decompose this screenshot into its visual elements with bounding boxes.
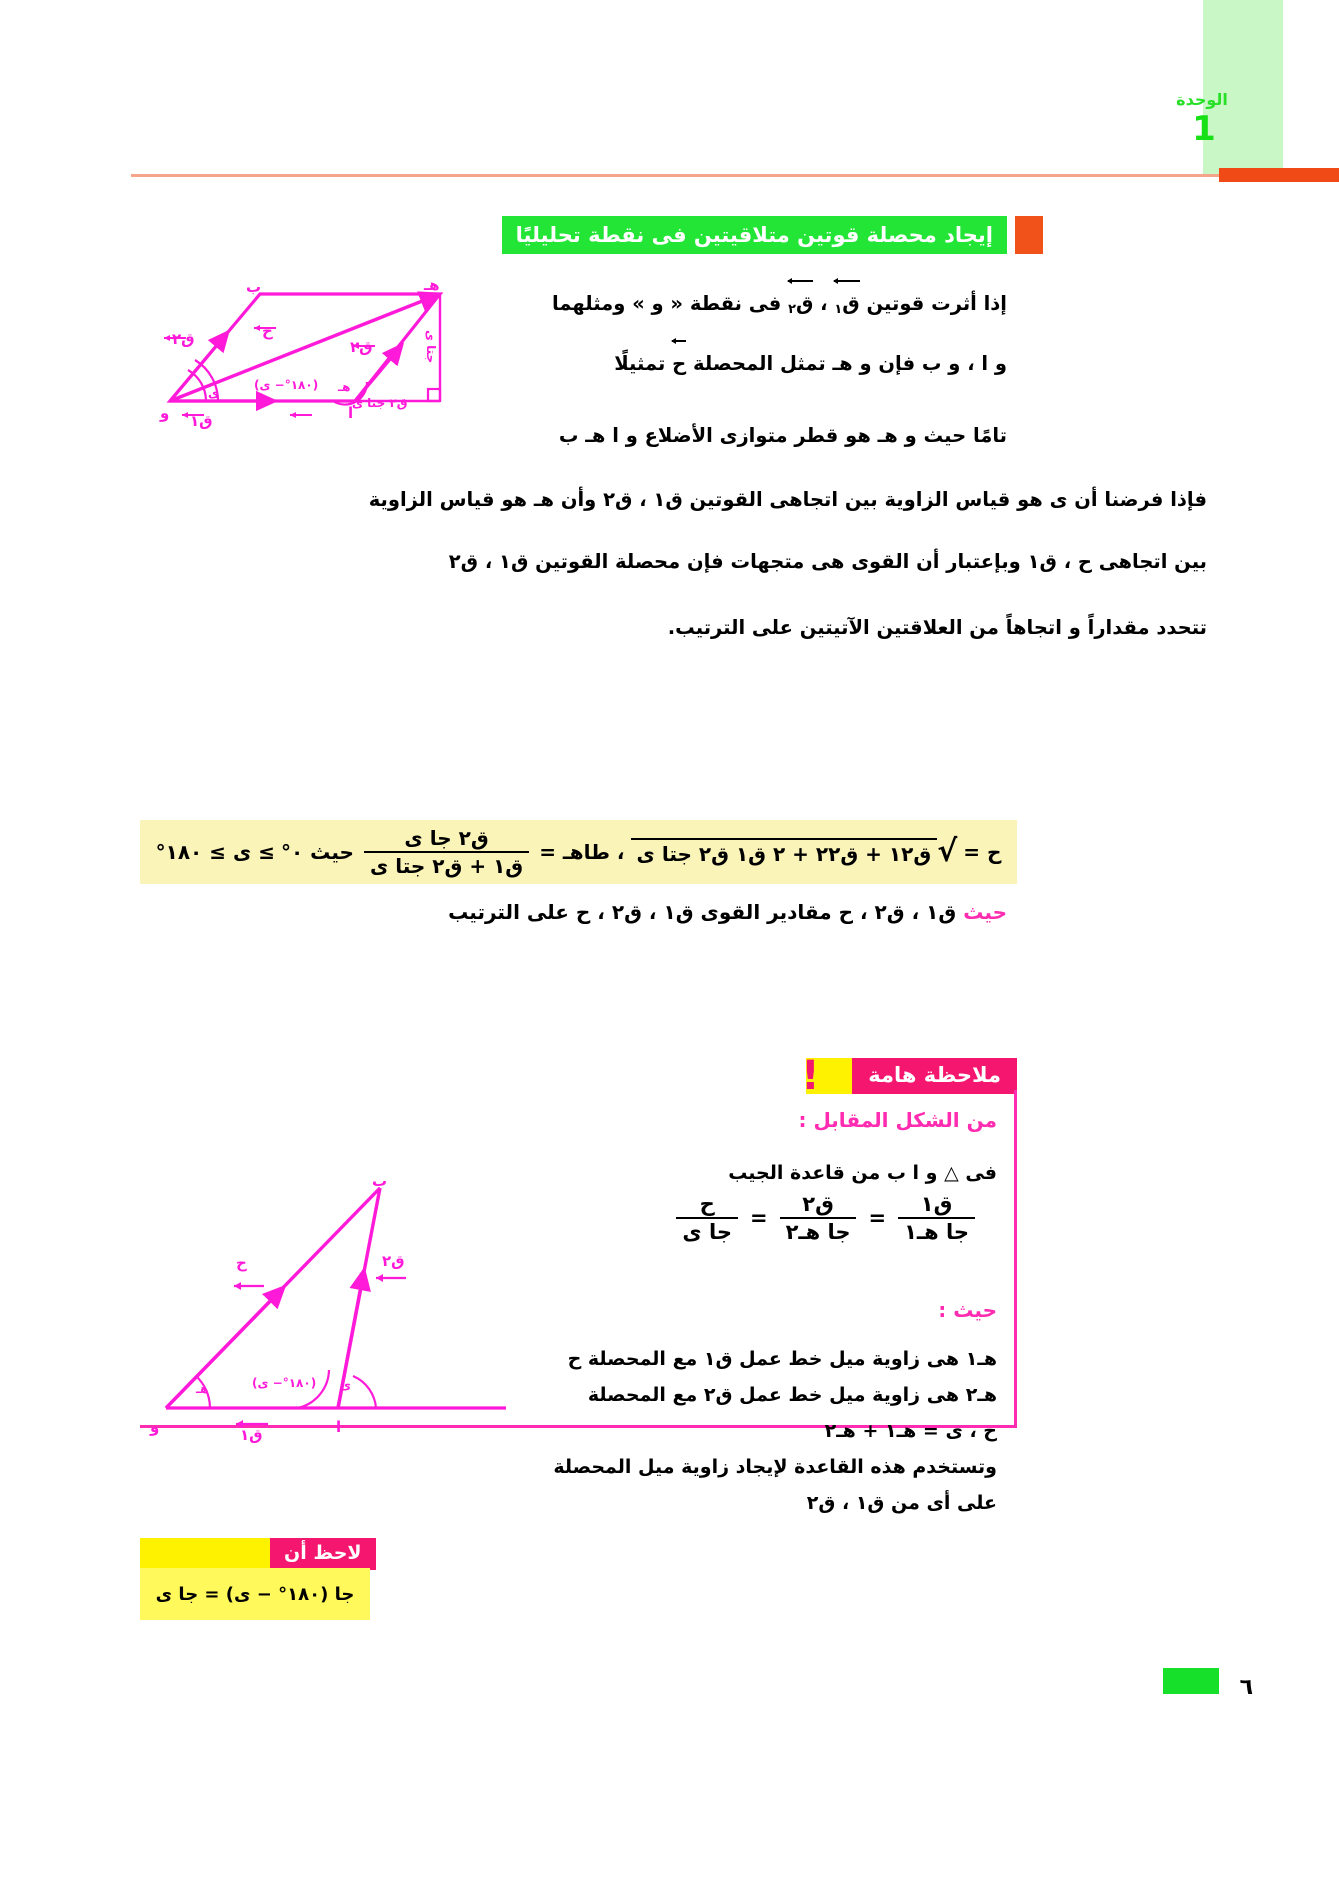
page-number-marker (1163, 1668, 1219, 1694)
sine-rule-formula (672, 1192, 979, 1244)
where-keyword: حيث (963, 900, 1007, 924)
sine-equals-1: = (868, 1206, 887, 1230)
diagram-top-label-jta: جتا ى (424, 330, 438, 364)
unit-tab-strip (1203, 0, 1283, 176)
diagram-top-label-q1: ق١ (190, 412, 213, 430)
vector-q1: ق$_١$ (834, 282, 859, 324)
important-note-label: ملاحظة هامة (852, 1058, 1017, 1094)
intro-text-d: تمثيلًا (614, 352, 666, 375)
diagram-top-label-q2-right: ق٢ (350, 338, 373, 356)
parallelogram-diagram (140, 276, 470, 426)
intro-line-2 (483, 342, 1007, 384)
diagram-top-label-b: ب (246, 278, 262, 296)
sine-term-3-den: جا ى (676, 1217, 738, 1244)
sine-term-1 (898, 1192, 975, 1244)
important-note-badge (806, 1058, 1017, 1094)
note-where-line-2: هـ٢ هى زاوية ميل خط عمل ق٢ مع المحصلة (587, 1384, 997, 1406)
diagram-bottom-label-w: و (150, 1418, 160, 1436)
formula-expression (156, 826, 1002, 878)
diagram-bottom-label-angle-h: هـ (196, 1382, 209, 1396)
diagram-bottom-label-angle-180: (١٨٠°− ى) (252, 1376, 317, 1390)
header-rule-cap (1219, 168, 1339, 182)
formula-range: ≥ ى ≥ ١٨٠° (155, 840, 275, 864)
sine-term-3-num: ح (699, 1192, 715, 1216)
unit-number: 1 (1192, 109, 1216, 149)
fraction-denominator: ق١ + ق٢ جتا ى (364, 851, 529, 878)
diagram-bottom-label-b: ب (372, 1172, 388, 1190)
formula-separator: ، طاهـ = (539, 840, 625, 864)
intro-text-b: فى نقطة « و » ومثلهما (551, 292, 782, 315)
diagram-top-label-w: و (160, 404, 170, 422)
diagram-top-label-resultant: ح (262, 322, 273, 340)
observe-box (140, 1568, 370, 1620)
radical-sign: √ (937, 834, 958, 869)
diagram-top-label-angle-theta: هـ (338, 380, 351, 394)
where-line (448, 900, 1007, 924)
intro-text-c: و ا ، و ب فإن و هـ تمثل المحصلة (693, 352, 1007, 375)
intro-line-6: تتحدد مقداراً و اتجاهاً من العلاقتين الآتيتين على الترتيب. (667, 616, 1207, 639)
intro-line-1: إذا أثرت قوتين ق$_١$ ، ق$_٢$ فى نقطة « و » ومثلهما (483, 282, 1007, 324)
observe-label: لاحظ أن (270, 1538, 376, 1570)
diagram-bottom-label-q2: ق٢ (382, 1252, 405, 1270)
sine-term-1-den: جا هـ١ (898, 1217, 975, 1244)
note-frame-vertical (1014, 1090, 1017, 1428)
vector-resultant: ح (672, 342, 686, 384)
intro-line-3: تامًا حيث و هـ هو قطر متوازى الأضلاع و ا هـ ب (558, 424, 1007, 447)
diagram-top-label-h: هـ (424, 276, 440, 294)
note-subtitle: من الشكل المقابل : (798, 1108, 997, 1132)
sine-term-2 (780, 1192, 857, 1244)
section-title-banner (502, 216, 1007, 254)
section-title-marker (1015, 216, 1043, 254)
formula-radical (631, 834, 958, 869)
sine-term-1-num: ق١ (920, 1192, 953, 1216)
diagram-top-label-projection: ق٢ جتا ى (352, 396, 408, 410)
sine-term-2-den: جا هـ٢ (780, 1217, 857, 1244)
exclamation-icon (806, 1058, 852, 1094)
observe-text: جا (١٨٠° − ى) = جا ى (155, 1583, 355, 1605)
diagram-bottom-label-resultant: ح (236, 1254, 247, 1272)
sine-term-2-num: ق٢ (802, 1192, 834, 1216)
diagram-bottom-label-q1: ق١ (240, 1426, 263, 1444)
intro-text-a: إذا أثرت قوتين (866, 292, 1007, 315)
note-where-line-1: هـ١ هى زاوية ميل خط عمل ق١ مع المحصلة ح (567, 1348, 997, 1370)
diagram-bottom-label-angle-y: ى (340, 1378, 351, 1392)
page-number: ٦ (1239, 1675, 1253, 1700)
diagram-top-label-angle-180: (١٨٠°− ى) (254, 378, 319, 392)
header-rule (131, 174, 1339, 177)
sine-equals-2: = (749, 1206, 768, 1230)
sine-term-3 (676, 1192, 738, 1244)
note-where-keyword: حيث : (938, 1298, 997, 1322)
diagram-bottom-label-a: ا (336, 1418, 342, 1436)
formula-radicand: ق١٢ + ق٢٢ + ٢ ق١ ق٢ جتا ى (631, 838, 938, 866)
section-title-text: إيجاد محصلة قوتين متلاقيتين فى نقطة تحليليًا (515, 223, 993, 247)
diagram-top-label-q2-left: ق٢ (172, 330, 195, 348)
unit-label: الوحدة (1176, 90, 1228, 109)
vector-q2: ق$_٢$ (788, 282, 813, 324)
diagram-top-label-angle-y: ى (208, 386, 219, 400)
formula-lhs: ح = (963, 840, 1002, 864)
formula-where: حيث ٠° (281, 840, 354, 864)
note-where-line-3: ح ، ى = هـ١ + هـ٢ (824, 1420, 997, 1442)
note-where-line-5: على أى من ق١ ، ق٢ (806, 1492, 997, 1514)
intro-line-4: فإذا فرضنا أن ى هو قياس الزاوية بين اتجاهى القوتين ق١ ، ق٢ وأن هـ هو قياس الزاوية (368, 488, 1207, 511)
diagram-top-label-a: ا (348, 404, 354, 422)
note-line-1: فى △ و ا ب من قاعدة الجيب (728, 1162, 997, 1184)
observe-badge-pad (140, 1538, 270, 1570)
intro-line-5: بين اتجاهى ح ، ق١ وبإعتبار أن القوى هى متجهات فإن محصلة القوتين ق١ ، ق٢ (448, 550, 1207, 573)
observe-badge (140, 1538, 376, 1570)
formula-fraction (364, 826, 529, 878)
formula-band (140, 820, 1017, 884)
fraction-numerator: ق٢ جا ى (404, 826, 489, 850)
note-where-line-4: وتستخدم هذه القاعدة لإيجاد زاوية ميل المحصلة (553, 1456, 997, 1478)
where-body: ق١ ، ق٢ ، ح مقادير القوى ق١ ، ق٢ ، ح على الترتيب (448, 900, 957, 924)
